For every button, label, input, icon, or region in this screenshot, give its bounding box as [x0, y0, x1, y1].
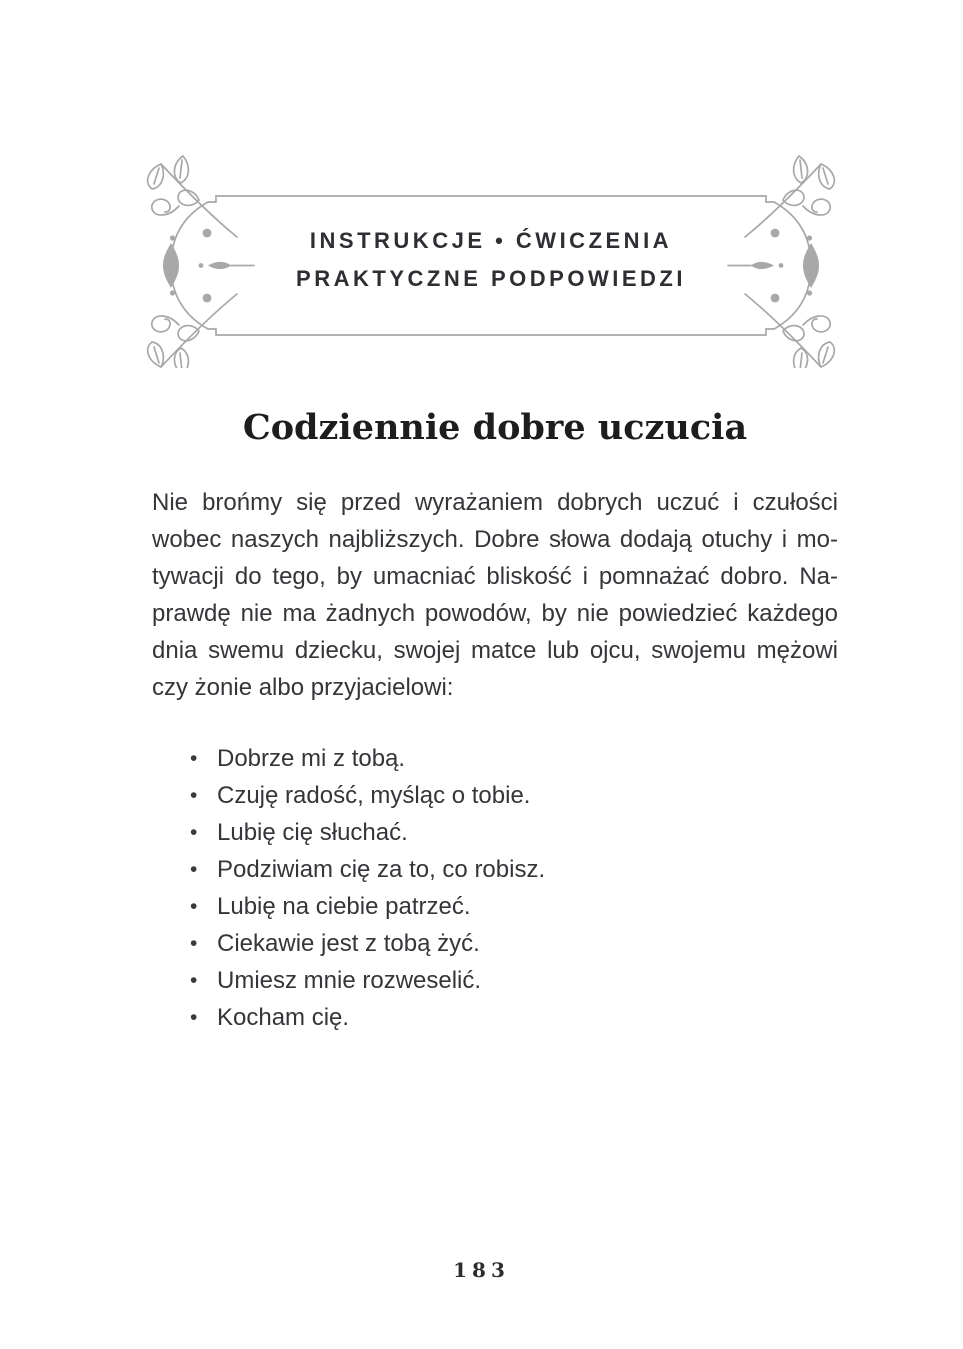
page-number: 183: [453, 1258, 510, 1282]
paragraph-line: czy żonie albo przyjacielowi:: [152, 674, 454, 701]
list-item: [152, 740, 838, 777]
list-item-text: Umiesz mnie rozweselić.: [217, 967, 482, 994]
list-item: [152, 999, 838, 1036]
list-item: [152, 925, 838, 962]
list-item: [152, 888, 838, 925]
bullet-icon: •: [190, 895, 198, 918]
paragraph-line: Nie brońmy się przed wyrażaniem dobrych uczuć i czułości: [152, 489, 838, 516]
bullet-icon: •: [190, 858, 198, 881]
section-title: Codziennie dobre uczucia: [242, 407, 748, 448]
list-item-text: Lubię na ciebie patrzeć.: [217, 893, 471, 920]
list-item-text: Ciekawie jest z tobą żyć.: [217, 930, 480, 957]
list-item-text: Dobrze mi z tobą.: [217, 745, 406, 772]
list-item: [152, 851, 838, 888]
list-item-text: Podziwiam cię za to, co robisz.: [217, 856, 546, 883]
paragraph-line: prawdę nie ma żadnych powodów, by nie powiedzieć każdego: [152, 600, 838, 627]
paragraph-line: dnia swemu dziecku, swojej matce lub ojcu, swojemu mężowi: [152, 637, 838, 664]
bullet-icon: •: [190, 821, 198, 844]
bullet-icon: •: [190, 932, 198, 955]
bullet-icon: •: [190, 784, 198, 807]
bullet-list: [152, 740, 838, 1036]
bullet-icon: •: [190, 969, 198, 992]
badge-line-2: PRAKTYCZNE PODPOWIEDZI: [296, 266, 686, 291]
paragraph-line: tywacji do tego, by umacniać bliskość i pomnażać dobro. Na-: [152, 563, 838, 590]
list-item: [152, 962, 838, 999]
list-item-text: Czuję radość, myśląc o tobie.: [217, 782, 531, 809]
paragraph: [152, 484, 838, 706]
paragraph-line: wobec naszych najbliższych. Dobre słowa dodają otuchy i mo-: [152, 526, 838, 553]
list-item-text: Kocham cię.: [217, 1004, 350, 1031]
badge-text: [137, 154, 845, 298]
ornament-badge: [137, 154, 845, 368]
list-item: [152, 814, 838, 851]
bullet-icon: •: [190, 1006, 198, 1029]
list-item-text: Lubię cię słuchać.: [217, 819, 408, 846]
badge-line-1: INSTRUKCJE • ĆWICZENIA: [309, 228, 673, 253]
list-item: [152, 777, 838, 814]
bullet-icon: •: [190, 747, 198, 770]
